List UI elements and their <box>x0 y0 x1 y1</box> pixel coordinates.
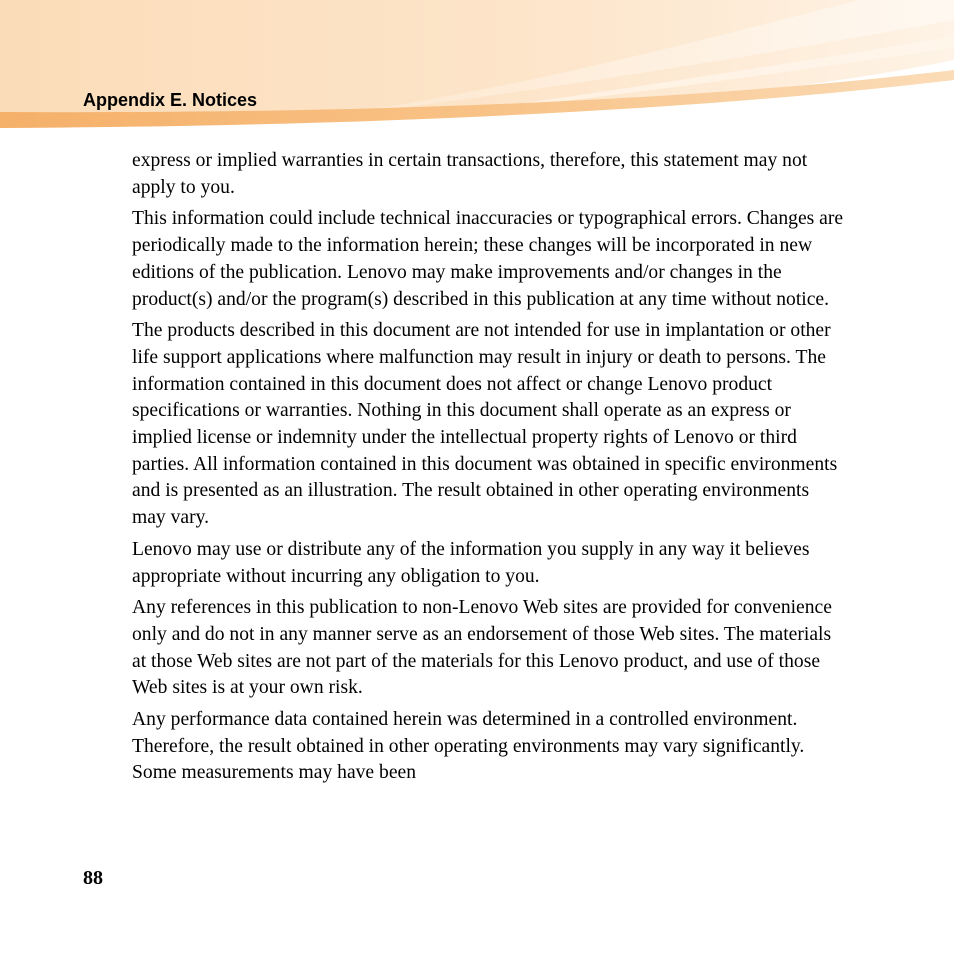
paragraph: Lenovo may use or distribute any of the information you supply in any way it believes appropriate without incurring any obligation to you. <box>132 538 810 587</box>
header-decoration <box>0 0 954 140</box>
section-title: Appendix E. Notices <box>83 90 258 110</box>
page-number: 88 <box>83 867 103 889</box>
paragraph: Any performance data contained herein was determined in a controlled environment. Therefore, the result obtained in other operating environments may vary significantly. Some measurements may have been <box>132 709 805 784</box>
paragraph: The products described in this document are not intended for use in implantation or other life support applications where malfunction may result in injury or death to persons. The information contained in this document does not affect or change Lenovo product specifications or warranties. Nothing in this document shall operate as an express or implied license or indemnity under the intellectual property rights of Lenovo or third parties. All information contained in this document was obtained in specific environments and is presented as an illustration. The result obtained in other operating environments may vary. <box>132 320 838 529</box>
paragraph: This information could include technical inaccuracies or typographical errors. Changes are periodically made to the information herein; these changes will be incorporated in new editions of the publication. Lenovo may make improvements and/or changes in the product(s) and/or the program(s) described in this publication at any time without notice. <box>132 208 844 310</box>
paragraph: Any references in this publication to non-Lenovo Web sites are provided for convenience only and do not in any manner serve as an endorsement of those Web sites. The materials at those Web sites are not part of the materials for this Lenovo product, and use of those Web sites is at your own risk. <box>132 597 832 699</box>
body-text <box>132 148 844 792</box>
paragraph: express or implied warranties in certain transactions, therefore, this statement may not apply to you. <box>132 150 808 198</box>
